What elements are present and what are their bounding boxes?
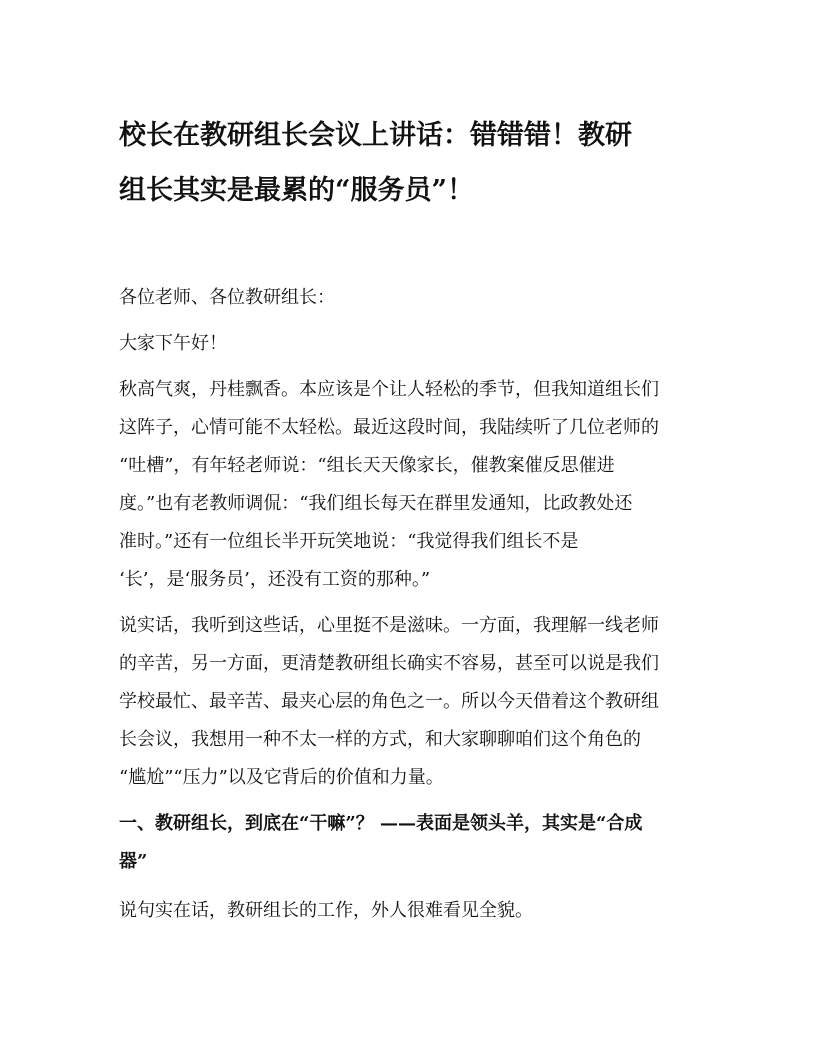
text-line: 说实话，我听到这些话，心里挺不是滋味。一方面，我理解一线老师	[119, 615, 659, 636]
section-heading	[119, 805, 719, 881]
document-body	[119, 279, 719, 938]
text-line: 一、教研组长，到底在“干嘛”？ ——表面是领头羊，其实是“合成	[119, 813, 643, 834]
title-line: 组长其实是最累的“服务员”！	[119, 175, 475, 206]
text-line: 说句实在话，教研组长的工作，外人很难看见全貌。	[119, 900, 533, 921]
text-line: 准时。”还有一位组长半开玩笑地说：“我觉得我们组长不是	[119, 531, 579, 552]
text-line: 学校最忙、最辛苦、最夹心层的角色之一。所以今天借着这个教研组	[119, 691, 659, 712]
document-title	[119, 108, 709, 218]
text-line: 的辛苦，另一方面，更清楚教研组长确实不容易，甚至可以说是我们	[119, 653, 659, 674]
paragraph	[119, 371, 719, 599]
paragraph	[119, 607, 719, 797]
text-line: 长会议，我想用一种不太一样的方式，和大家聊聊咱们这个角色的	[119, 729, 641, 750]
title-line: 校长在教研组长会议上讲话：错错错！教研	[119, 120, 632, 151]
paragraph	[119, 892, 719, 930]
text-line: 器”	[119, 851, 148, 872]
text-line: 度。”也有老教师调侃：“我们组长每天在群里发通知，比政教处还	[119, 493, 633, 514]
text-line: “尴尬”“压力”以及它背后的价值和力量。	[119, 767, 444, 788]
paragraph	[119, 279, 719, 317]
text-line: 各位老师、各位教研组长：	[119, 287, 335, 308]
text-line: ‘长’，是‘服务员’，还没有工资的那种。”	[119, 569, 431, 590]
text-line: 这阵子，心情可能不太轻松。最近这段时间，我陆续听了几位老师的	[119, 417, 659, 438]
paragraph	[119, 325, 719, 363]
text-line: 秋高气爽，丹桂飘香。本应该是个让人轻松的季节，但我知道组长们	[119, 379, 659, 400]
text-line: “吐槽”，有年轻老师说：“组长天天像家长，催教案催反思催进	[119, 455, 615, 476]
text-line: 大家下午好！	[119, 333, 227, 354]
